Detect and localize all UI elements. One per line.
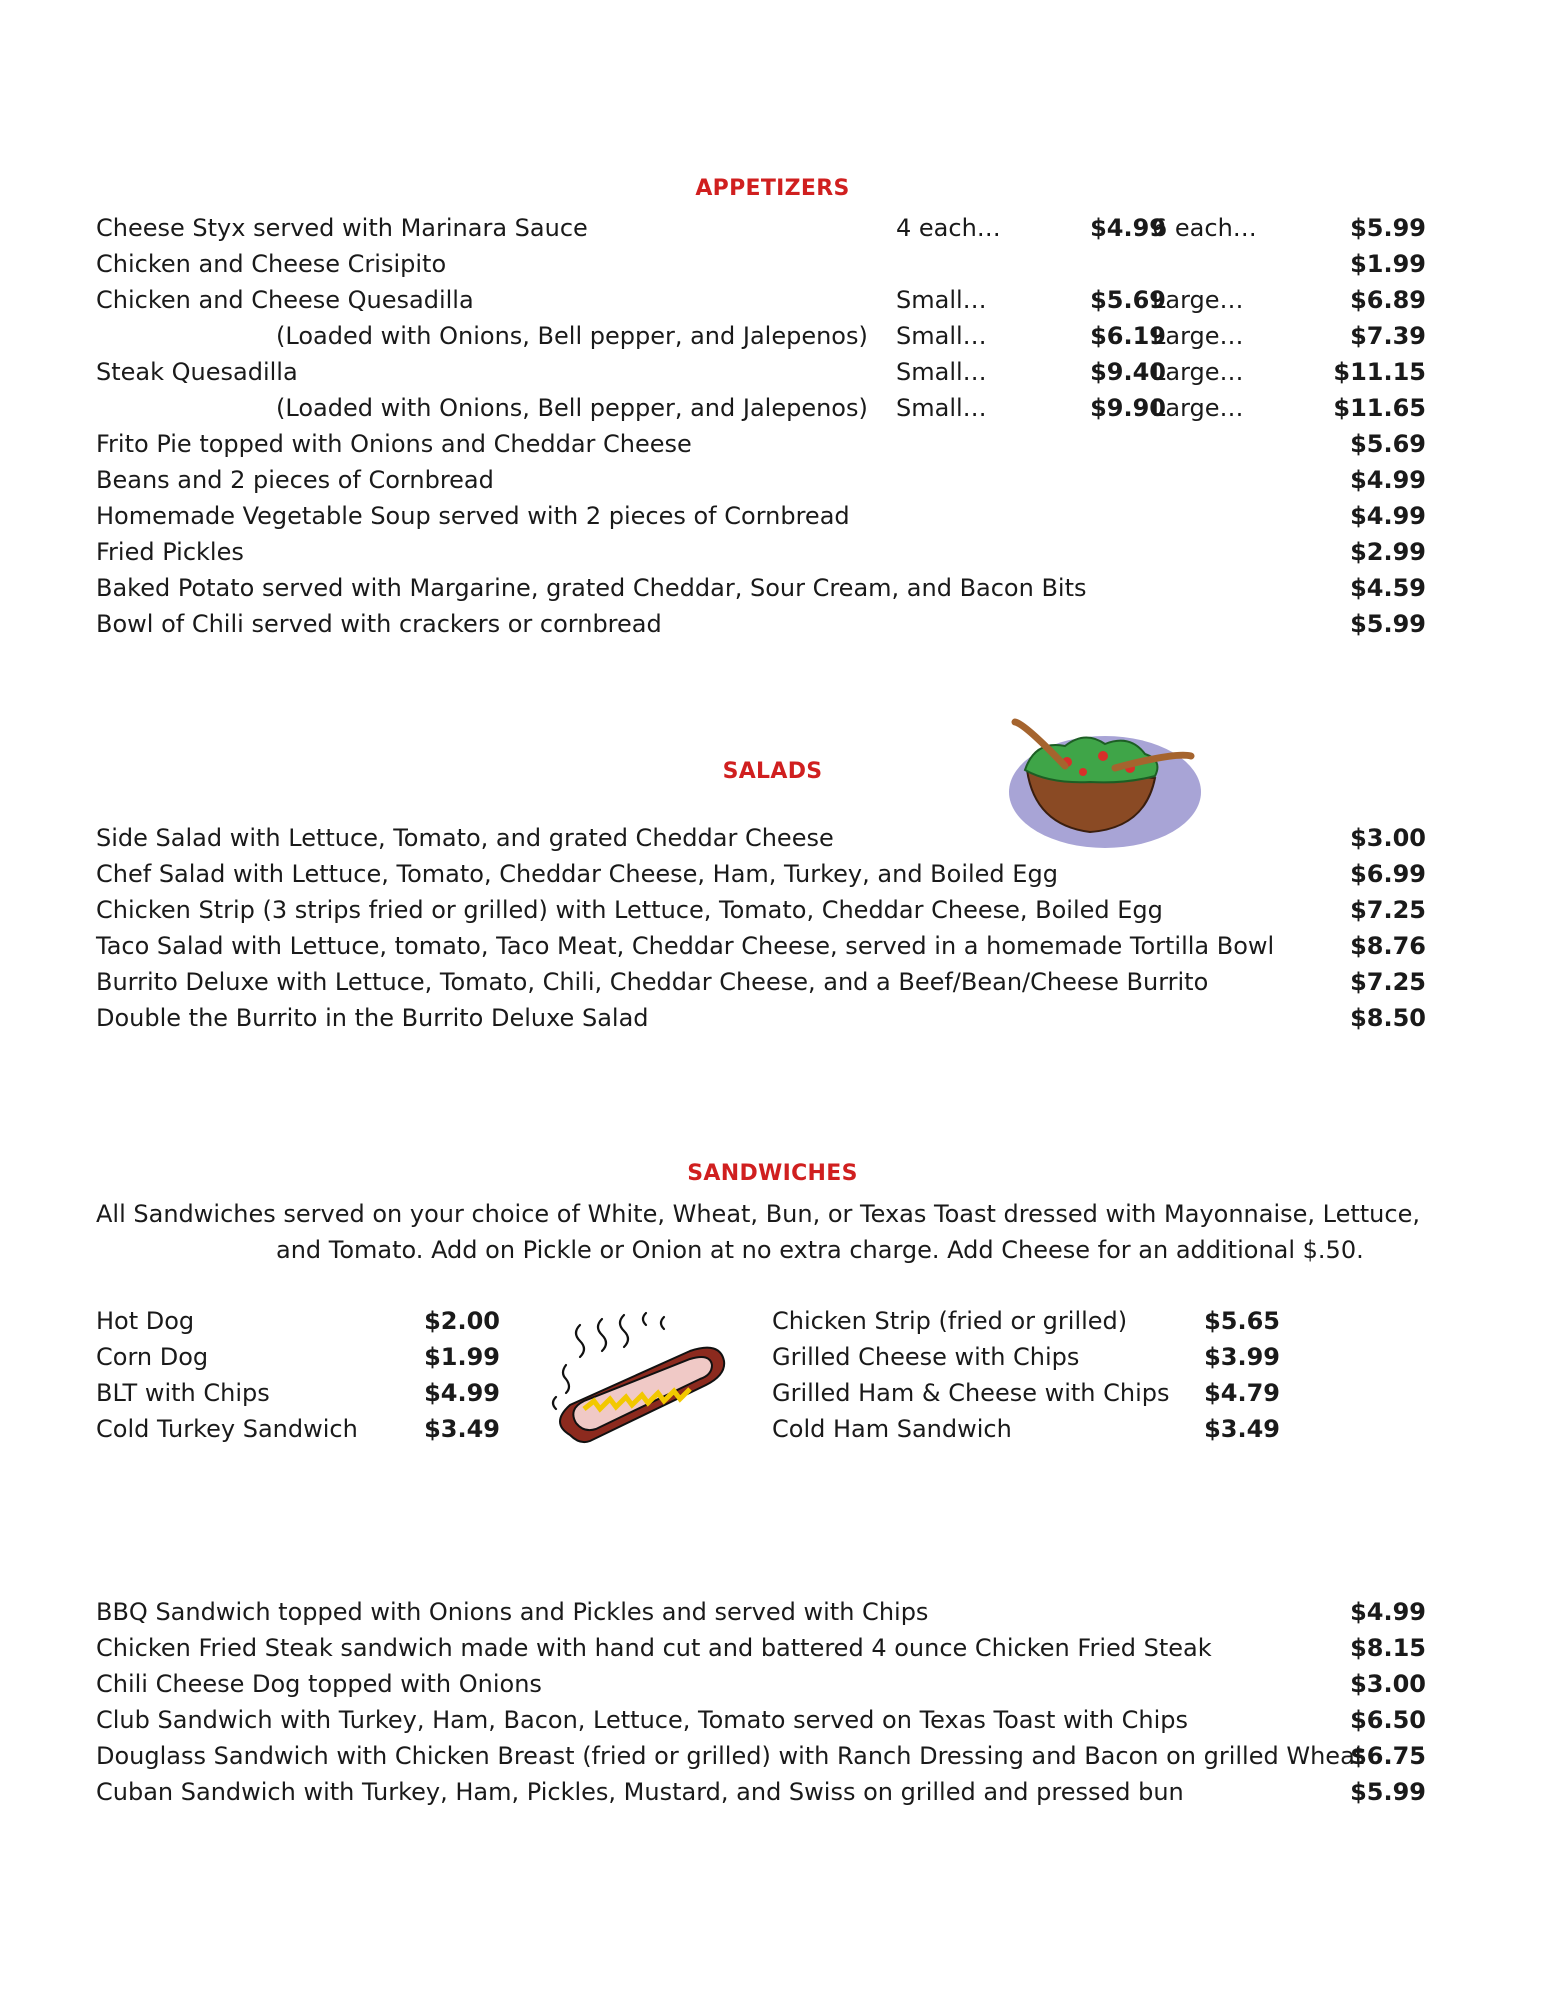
item-price: $2.00 — [424, 1307, 500, 1335]
sandwich-item — [772, 1339, 1280, 1375]
item-price: $4.79 — [1204, 1379, 1280, 1407]
item-name: Grilled Cheese with Chips — [772, 1343, 1080, 1371]
sandwich-item — [96, 1411, 500, 1447]
size-price: $9.90 — [1090, 394, 1166, 422]
item-price: $3.00 — [1350, 1670, 1426, 1698]
menu-item — [96, 246, 1426, 282]
item-price: $7.25 — [1350, 896, 1426, 924]
item-price: $8.15 — [1350, 1634, 1426, 1662]
item-name: Cuban Sandwich with Turkey, Ham, Pickles, Mustard, and Swiss on grilled and pressed bun — [96, 1778, 1184, 1806]
item-name: Double the Burrito in the Burrito Deluxe Salad — [96, 1004, 649, 1032]
sandwiches-intro-line-1: All Sandwiches served on your choice of White, Wheat, Bun, or Texas Toast dressed with Mayonnaise, Lettuce, — [96, 1200, 1420, 1228]
item-price: $1.99 — [424, 1343, 500, 1371]
menu-item — [96, 964, 1426, 1000]
item-name: Cold Turkey Sandwich — [96, 1415, 358, 1443]
item-price: $5.99 — [1350, 214, 1426, 242]
item-price: $1.99 — [1350, 250, 1426, 278]
menu-item — [96, 498, 1426, 534]
item-price: $4.99 — [424, 1379, 500, 1407]
sandwich-item — [96, 1339, 500, 1375]
item-price: $8.50 — [1350, 1004, 1426, 1032]
menu-item — [96, 282, 1426, 318]
item-price: $8.76 — [1350, 932, 1426, 960]
item-price: $3.49 — [1204, 1415, 1280, 1443]
item-price: $2.99 — [1350, 538, 1426, 566]
item-price: $3.99 — [1204, 1343, 1280, 1371]
menu-item — [96, 892, 1426, 928]
item-name: Chicken Strip (3 strips fried or grilled) with Lettuce, Tomato, Cheddar Cheese, Boiled Egg — [96, 896, 1163, 924]
menu-item — [96, 820, 1426, 856]
size-label: Small… — [896, 286, 987, 314]
item-name: (Loaded with Onions, Bell pepper, and Jalepenos) — [276, 394, 868, 422]
item-name: Hot Dog — [96, 1307, 195, 1335]
size-label: 6 each… — [1152, 214, 1257, 242]
item-name: Homemade Vegetable Soup served with 2 pieces of Cornbread — [96, 502, 850, 530]
item-price: $7.39 — [1350, 322, 1426, 350]
size-label: Small… — [896, 394, 987, 422]
menu-item — [96, 856, 1426, 892]
item-name: Baked Potato served with Margarine, grated Cheddar, Sour Cream, and Bacon Bits — [96, 574, 1087, 602]
item-price: $3.00 — [1350, 824, 1426, 852]
item-price: $5.99 — [1350, 1778, 1426, 1806]
item-name: BLT with Chips — [96, 1379, 270, 1407]
size-price: $5.69 — [1090, 286, 1166, 314]
sandwich-item — [96, 1303, 500, 1339]
sandwich-item — [772, 1411, 1280, 1447]
salads-heading: SALADS — [722, 759, 823, 784]
menu-item — [96, 1630, 1426, 1666]
menu-item — [96, 318, 1426, 354]
item-name: Chicken and Cheese Quesadilla — [96, 286, 474, 314]
sandwich-item — [772, 1375, 1280, 1411]
item-price: $5.99 — [1350, 610, 1426, 638]
item-price: $6.99 — [1350, 860, 1426, 888]
size-price: $6.19 — [1090, 322, 1166, 350]
item-price: $6.50 — [1350, 1706, 1426, 1734]
item-name: BBQ Sandwich topped with Onions and Pickles and served with Chips — [96, 1598, 929, 1626]
menu-item — [96, 928, 1426, 964]
menu-item — [96, 462, 1426, 498]
item-price: $7.25 — [1350, 968, 1426, 996]
item-name: Grilled Ham & Cheese with Chips — [772, 1379, 1170, 1407]
hot-dog-icon — [540, 1305, 740, 1455]
menu-item — [96, 1594, 1426, 1630]
size-label: Small… — [896, 358, 987, 386]
item-name: Corn Dog — [96, 1343, 209, 1371]
sandwich-item — [772, 1303, 1280, 1339]
appetizers-heading: APPETIZERS — [695, 176, 850, 201]
size-label: Large… — [1152, 322, 1244, 350]
size-label: Small… — [896, 322, 987, 350]
sandwiches-intro-line-2: and Tomato. Add on Pickle or Onion at no extra charge. Add Cheese for an additional $.50. — [276, 1236, 1364, 1264]
item-name: Club Sandwich with Turkey, Ham, Bacon, Lettuce, Tomato served on Texas Toast with Chips — [96, 1706, 1188, 1734]
item-name: Chicken and Cheese Crisipito — [96, 250, 447, 278]
item-price: $4.59 — [1350, 574, 1426, 602]
item-price: $11.15 — [1333, 358, 1426, 386]
item-name: Burrito Deluxe with Lettuce, Tomato, Chili, Cheddar Cheese, and a Beef/Bean/Cheese Burrito — [96, 968, 1209, 996]
item-name: (Loaded with Onions, Bell pepper, and Jalepenos) — [276, 322, 868, 350]
item-price: $4.99 — [1350, 1598, 1426, 1626]
menu-item — [96, 426, 1426, 462]
item-name: Steak Quesadilla — [96, 358, 298, 386]
menu-item — [96, 1738, 1426, 1774]
item-name: Cheese Styx served with Marinara Sauce — [96, 214, 588, 242]
item-name: Side Salad with Lettuce, Tomato, and grated Cheddar Cheese — [96, 824, 834, 852]
item-price: $5.69 — [1350, 430, 1426, 458]
item-name: Douglass Sandwich with Chicken Breast (fried or grilled) with Ranch Dressing and Bacon on grilled Wheat — [96, 1742, 1365, 1770]
size-label: 4 each… — [896, 214, 1001, 242]
menu-item — [96, 1774, 1426, 1810]
menu-item — [96, 354, 1426, 390]
item-name: Beans and 2 pieces of Cornbread — [96, 466, 494, 494]
menu-item — [96, 390, 1426, 426]
item-price: $3.49 — [424, 1415, 500, 1443]
item-price: $4.99 — [1350, 466, 1426, 494]
item-name: Chicken Strip (fried or grilled) — [772, 1307, 1128, 1335]
menu-item — [96, 210, 1426, 246]
menu-item — [96, 1702, 1426, 1738]
item-name: Chili Cheese Dog topped with Onions — [96, 1670, 542, 1698]
size-label: Large… — [1152, 394, 1244, 422]
item-price: $11.65 — [1333, 394, 1426, 422]
item-name: Fried Pickles — [96, 538, 244, 566]
item-name: Chef Salad with Lettuce, Tomato, Cheddar Cheese, Ham, Turkey, and Boiled Egg — [96, 860, 1058, 888]
item-name: Bowl of Chili served with crackers or cornbread — [96, 610, 662, 638]
sandwiches-heading: SANDWICHES — [687, 1161, 858, 1186]
item-name: Frito Pie topped with Onions and Cheddar Cheese — [96, 430, 692, 458]
menu-item — [96, 1666, 1426, 1702]
item-name: Chicken Fried Steak sandwich made with hand cut and battered 4 ounce Chicken Fried Steak — [96, 1634, 1212, 1662]
menu-item — [96, 570, 1426, 606]
item-price: $5.65 — [1204, 1307, 1280, 1335]
item-name: Taco Salad with Lettuce, tomato, Taco Meat, Cheddar Cheese, served in a homemade Tortilla Bowl — [96, 932, 1275, 960]
size-label: Large… — [1152, 358, 1244, 386]
size-label: Large… — [1152, 286, 1244, 314]
item-price: $4.99 — [1350, 502, 1426, 530]
size-price: $4.99 — [1090, 214, 1166, 242]
menu-item — [96, 534, 1426, 570]
menu-item — [96, 606, 1426, 642]
item-name: Cold Ham Sandwich — [772, 1415, 1012, 1443]
menu-item — [96, 1000, 1426, 1036]
item-price: $6.75 — [1350, 1742, 1426, 1770]
size-price: $9.40 — [1090, 358, 1166, 386]
sandwich-item — [96, 1375, 500, 1411]
item-price: $6.89 — [1350, 286, 1426, 314]
